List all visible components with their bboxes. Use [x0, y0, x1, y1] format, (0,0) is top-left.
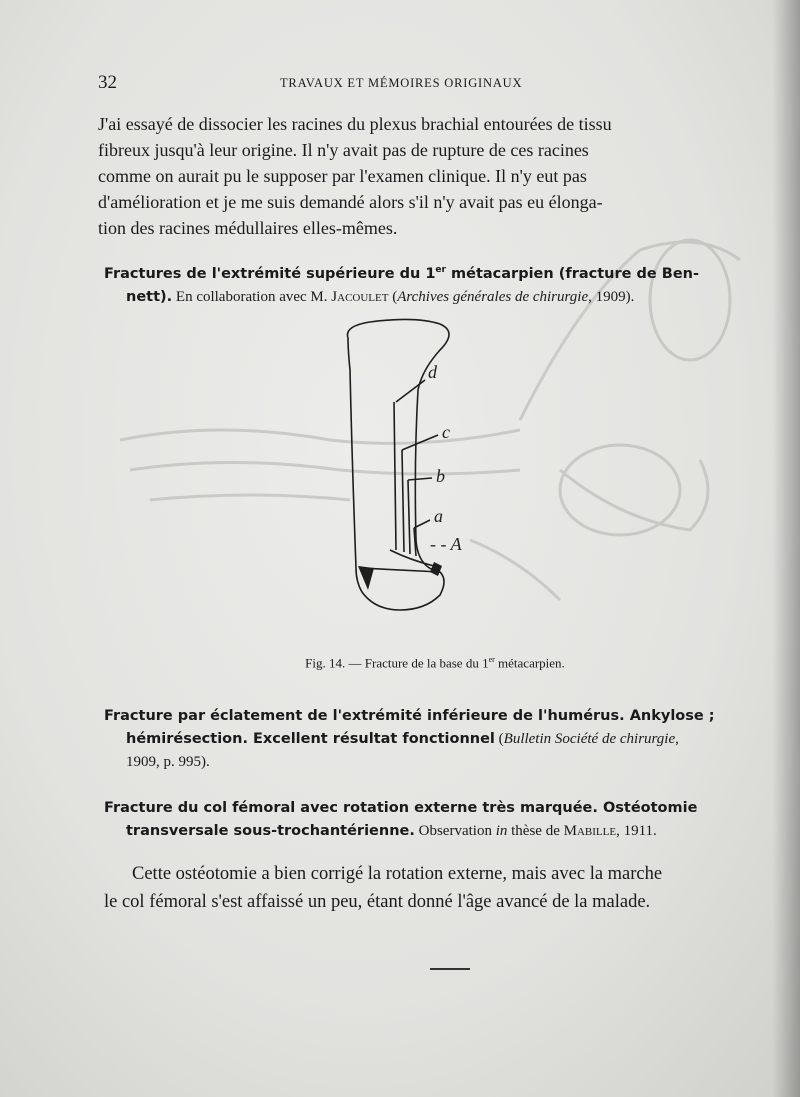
- label-A: - - A: [430, 534, 462, 554]
- entry-title-line2: transversale sous-trochantérienne.: [126, 823, 415, 839]
- figure-caption: [245, 655, 625, 671]
- entry-femoral-fracture: [104, 797, 728, 843]
- caption-text-end: métacarpien.: [494, 655, 565, 671]
- shaded-fragment-left: [358, 566, 374, 590]
- entry-title: Fractures de l'extrémité supérieure du 1: [104, 266, 436, 282]
- source-year: , 1909).: [588, 289, 635, 305]
- entry-bennett-fracture: [104, 259, 728, 309]
- fracture-line-c: [402, 450, 404, 552]
- page-edge-shadow: [772, 0, 800, 1097]
- superscript: er: [435, 265, 446, 275]
- collaboration-text: En collaboration avec M.: [172, 289, 332, 305]
- author-name: Mabille: [563, 823, 617, 839]
- fracture-line-d: [394, 402, 396, 550]
- entry-humerus-fracture: [104, 705, 728, 774]
- author-name: Jacoulet: [331, 289, 389, 305]
- these-text: thèse de: [507, 823, 564, 839]
- closing-line: le col fémoral s'est affaissé un peu, étant donné l'âge avancé de la malade.: [104, 892, 651, 912]
- label-d: d: [428, 362, 437, 382]
- caption-superscript: er: [488, 655, 495, 664]
- metacarpal-fracture-figure: [330, 310, 490, 640]
- closing-line: Cette ostéotomie a bien corrigé la rotation externe, mais avec la marche: [132, 864, 663, 884]
- year: , 1911.: [616, 823, 657, 839]
- source-paren: (: [494, 731, 504, 747]
- entry-title: Fracture par éclatement de l'extrémité inférieure de l'humérus. Ankylose ;: [104, 708, 715, 724]
- intro-line: d'amélioration et je me suis demandé alors s'il n'y avait pas eu élonga-: [98, 192, 603, 212]
- label-c: c: [442, 422, 450, 442]
- source-year-page: 1909, p. 995).: [126, 754, 210, 770]
- entry-title: Fracture du col fémoral avec rotation externe très marquée. Ostéotomie: [104, 800, 698, 816]
- entry-title-line2: hémirésection. Excellent résultat fonctionnel: [126, 731, 495, 747]
- in-italic: in: [495, 823, 508, 839]
- intro-paragraph: [98, 111, 730, 241]
- intro-line: comme on aurait pu le supposer par l'examen clinique. Il n'y eut pas: [98, 166, 587, 186]
- label-a: a: [434, 506, 443, 526]
- intro-line: tion des racines médullaires elles-mêmes.: [98, 218, 398, 238]
- observation-text: Observation: [414, 823, 496, 839]
- entry-title-line2: nett).: [126, 289, 173, 305]
- intro-line: fibreux jusqu'à leur origine. Il n'y avait pas de rupture de ces racines: [98, 140, 589, 160]
- entry-title-paren: (fracture de Ben-: [553, 266, 700, 282]
- source-journal: Archives générales de chirurgie: [397, 289, 589, 305]
- source-journal: Bulletin Société de chirurgie: [503, 731, 676, 747]
- running-head: TRAVAUX ET MÉMOIRES ORIGINAUX: [280, 76, 523, 90]
- fracture-line-b: [408, 480, 410, 554]
- intro-line: J'ai essayé de dissocier les racines du plexus brachial entourées de tissu: [98, 114, 612, 134]
- source-comma: ,: [675, 731, 679, 747]
- entry-title-cont: métacarpien: [445, 266, 554, 282]
- section-rule: [430, 968, 470, 970]
- page-number: 32: [98, 72, 117, 93]
- source-paren: (: [388, 289, 398, 305]
- closing-paragraph: [104, 860, 730, 916]
- caption-text: Fig. 14. — Fracture de la base du 1: [305, 655, 489, 671]
- label-b: b: [436, 466, 445, 486]
- shaded-fragment-right: [430, 562, 442, 576]
